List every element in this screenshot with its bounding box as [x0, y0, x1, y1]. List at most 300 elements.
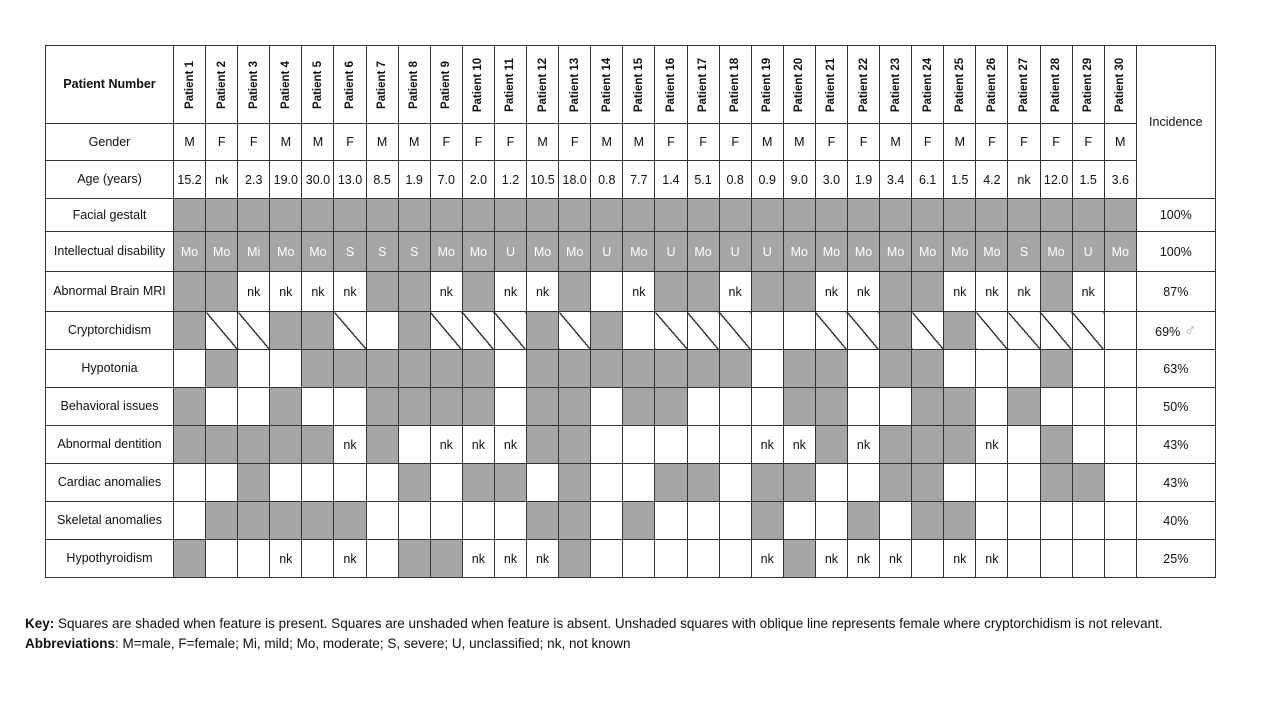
- age-cell: 15.2: [174, 161, 206, 199]
- feature-cell: [206, 272, 238, 312]
- feature-cell: [591, 272, 623, 312]
- feature-cell: [591, 388, 623, 426]
- feature-row: [46, 540, 1216, 578]
- feature-cell: [591, 502, 623, 540]
- patient-header-label: Patient 28: [1050, 57, 1063, 112]
- feature-cell: [206, 199, 238, 232]
- patient-header-label: Patient 12: [536, 57, 549, 112]
- patient-header-label: Patient 21: [825, 57, 838, 112]
- feature-cell: [1008, 426, 1040, 464]
- feature-cell: [783, 199, 815, 232]
- feature-cell: [559, 388, 591, 426]
- patient-header-cell: [559, 46, 591, 124]
- patient-header-label: Patient 2: [215, 60, 228, 109]
- feature-cell: [462, 199, 494, 232]
- gender-cell: F: [687, 124, 719, 161]
- feature-cell: [270, 464, 302, 502]
- feature-cell: [398, 464, 430, 502]
- feature-cell: [976, 350, 1008, 388]
- feature-cell: [527, 199, 559, 232]
- feature-cell: [206, 502, 238, 540]
- feature-cell: [1008, 388, 1040, 426]
- age-cell: 1.5: [1072, 161, 1104, 199]
- feature-label: Abnormal Brain MRI: [46, 272, 174, 312]
- gender-cell: F: [462, 124, 494, 161]
- feature-cell: [912, 388, 944, 426]
- gender-cell: M: [591, 124, 623, 161]
- patient-header-cell: [1008, 46, 1040, 124]
- feature-cell: [912, 272, 944, 312]
- feature-cell: [366, 426, 398, 464]
- feature-cell: [366, 199, 398, 232]
- feature-cell: nk: [847, 426, 879, 464]
- feature-cell: [719, 350, 751, 388]
- feature-cell: Mo: [527, 232, 559, 272]
- feature-cell: [398, 426, 430, 464]
- feature-cell: [815, 350, 847, 388]
- gender-cell: M: [751, 124, 783, 161]
- feature-cell: [623, 350, 655, 388]
- feature-cell: [366, 502, 398, 540]
- feature-cell: [462, 272, 494, 312]
- incidence-value: 25%: [1163, 551, 1189, 566]
- feature-cell: [687, 350, 719, 388]
- feature-cell: [206, 426, 238, 464]
- feature-cell: [174, 426, 206, 464]
- feature-cell: [912, 502, 944, 540]
- feature-cell: nk: [944, 540, 976, 578]
- feature-cell: [1104, 272, 1136, 312]
- feature-cell: [238, 388, 270, 426]
- age-cell: 1.5: [944, 161, 976, 199]
- age-cell: 6.1: [912, 161, 944, 199]
- gender-cell: M: [880, 124, 912, 161]
- feature-cell: U: [751, 232, 783, 272]
- feature-cell: nk: [527, 540, 559, 578]
- age-cell: 2.3: [238, 161, 270, 199]
- feature-cell: [238, 540, 270, 578]
- key-note: [25, 614, 1163, 634]
- feature-cell: [783, 350, 815, 388]
- gender-cell: F: [1040, 124, 1072, 161]
- feature-cell: [687, 464, 719, 502]
- patient-header-cell: [944, 46, 976, 124]
- feature-cell: [1040, 388, 1072, 426]
- feature-cell: [591, 199, 623, 232]
- patient-header-label: Patient 24: [921, 57, 934, 112]
- feature-cell: nk: [783, 426, 815, 464]
- feature-cell: [719, 426, 751, 464]
- feature-cell: S: [1008, 232, 1040, 272]
- feature-cell: Mo: [430, 232, 462, 272]
- feature-cell: Mo: [815, 232, 847, 272]
- patient-header-cell: [815, 46, 847, 124]
- feature-cell: nk: [430, 426, 462, 464]
- gender-cell: M: [1104, 124, 1136, 161]
- feature-cell: Mo: [270, 232, 302, 272]
- patient-header-label: Patient 30: [1114, 57, 1127, 112]
- feature-cell: nk: [334, 272, 366, 312]
- male-symbol-icon: ♂: [1183, 320, 1197, 340]
- feature-cell: [815, 388, 847, 426]
- feature-cell: [174, 272, 206, 312]
- feature-cell: [1008, 540, 1040, 578]
- feature-cell: nk: [623, 272, 655, 312]
- feature-label: Hypotonia: [46, 350, 174, 388]
- feature-cell: [302, 388, 334, 426]
- feature-cell: [527, 464, 559, 502]
- incidence-cell: [1136, 426, 1215, 464]
- feature-cell: Mo: [1104, 232, 1136, 272]
- patient-header-cell: [976, 46, 1008, 124]
- feature-cell: [655, 199, 687, 232]
- age-cell: 1.4: [655, 161, 687, 199]
- feature-cell: [366, 272, 398, 312]
- feature-cell: [976, 502, 1008, 540]
- patient-header-cell: [591, 46, 623, 124]
- feature-cell: [912, 426, 944, 464]
- patient-header-cell: [494, 46, 526, 124]
- feature-cell: [912, 540, 944, 578]
- feature-cell: Mo: [1040, 232, 1072, 272]
- not-applicable-cell: [559, 312, 591, 350]
- feature-cell: [494, 464, 526, 502]
- patient-header-cell: [398, 46, 430, 124]
- age-cell: nk: [1008, 161, 1040, 199]
- feature-cell: [687, 272, 719, 312]
- not-applicable-cell: [655, 312, 687, 350]
- feature-cell: [206, 388, 238, 426]
- feature-cell: [1040, 540, 1072, 578]
- feature-cell: nk: [976, 540, 1008, 578]
- feature-cell: [238, 350, 270, 388]
- feature-cell: [847, 464, 879, 502]
- feature-cell: [687, 426, 719, 464]
- gender-cell: F: [1072, 124, 1104, 161]
- feature-cell: [1072, 464, 1104, 502]
- feature-cell: [687, 199, 719, 232]
- feature-cell: [719, 199, 751, 232]
- feature-row: [46, 350, 1216, 388]
- feature-cell: [1104, 312, 1136, 350]
- incidence-cell: [1136, 388, 1215, 426]
- feature-cell: [623, 312, 655, 350]
- feature-cell: [1008, 502, 1040, 540]
- incidence-cell: [1136, 540, 1215, 578]
- feature-cell: [655, 350, 687, 388]
- feature-cell: [238, 426, 270, 464]
- abbreviations-note: [25, 634, 1163, 654]
- gender-cell: F: [976, 124, 1008, 161]
- gender-row: [46, 124, 1216, 161]
- feature-cell: Mo: [912, 232, 944, 272]
- feature-cell: Mo: [783, 232, 815, 272]
- feature-cell: nk: [462, 426, 494, 464]
- age-cell: 7.7: [623, 161, 655, 199]
- gender-cell: F: [238, 124, 270, 161]
- feature-cell: [1040, 502, 1072, 540]
- feature-cell: nk: [430, 272, 462, 312]
- feature-cell: nk: [944, 272, 976, 312]
- patient-header-cell: [751, 46, 783, 124]
- feature-cell: [591, 540, 623, 578]
- feature-cell: U: [494, 232, 526, 272]
- feature-cell: [366, 350, 398, 388]
- feature-cell: [430, 199, 462, 232]
- feature-cell: [270, 502, 302, 540]
- feature-cell: [430, 464, 462, 502]
- feature-cell: [334, 350, 366, 388]
- feature-cell: nk: [334, 426, 366, 464]
- age-cell: 0.8: [719, 161, 751, 199]
- feature-cell: [398, 272, 430, 312]
- feature-cell: [751, 312, 783, 350]
- patient-header-cell: [783, 46, 815, 124]
- row-label: Gender: [46, 124, 174, 161]
- patient-header-cell: [847, 46, 879, 124]
- feature-cell: nk: [494, 272, 526, 312]
- feature-cell: [687, 502, 719, 540]
- patient-header-label: Patient 17: [697, 57, 710, 112]
- feature-cell: [270, 199, 302, 232]
- feature-cell: [1072, 540, 1104, 578]
- patient-header-label: Patient 6: [344, 60, 357, 109]
- feature-cell: [430, 388, 462, 426]
- gender-cell: F: [847, 124, 879, 161]
- patient-header-cell: [719, 46, 751, 124]
- feature-cell: [462, 350, 494, 388]
- feature-cell: [751, 388, 783, 426]
- feature-cell: nk: [880, 540, 912, 578]
- patient-header-label: Patient 20: [793, 57, 806, 112]
- feature-row: [46, 388, 1216, 426]
- feature-cell: [944, 388, 976, 426]
- feature-cell: [1104, 540, 1136, 578]
- feature-cell: [174, 350, 206, 388]
- feature-cell: [591, 350, 623, 388]
- feature-cell: [527, 388, 559, 426]
- feature-cell: [655, 388, 687, 426]
- feature-cell: [751, 199, 783, 232]
- feature-cell: nk: [847, 272, 879, 312]
- patient-header-cell: [1104, 46, 1136, 124]
- age-cell: 4.2: [976, 161, 1008, 199]
- feature-label: Cardiac anomalies: [46, 464, 174, 502]
- feature-cell: [270, 312, 302, 350]
- key-text: Squares are shaded when feature is present. Squares are unshaded when feature is absent. Unshaded squares with oblique line represents female where cryptorchidism is not relevant.: [54, 616, 1163, 631]
- feature-cell: [655, 272, 687, 312]
- feature-cell: [1072, 350, 1104, 388]
- feature-cell: [687, 388, 719, 426]
- feature-cell: [847, 502, 879, 540]
- not-applicable-cell: [847, 312, 879, 350]
- feature-cell: [270, 388, 302, 426]
- feature-cell: Mo: [880, 232, 912, 272]
- feature-cell: [174, 464, 206, 502]
- feature-cell: [302, 540, 334, 578]
- patient-header-label: Patient 14: [600, 57, 613, 112]
- gender-cell: M: [398, 124, 430, 161]
- feature-cell: [815, 199, 847, 232]
- feature-cell: [944, 350, 976, 388]
- feature-label: Intellectual disability: [46, 232, 174, 272]
- feature-cell: [270, 426, 302, 464]
- age-cell: 0.9: [751, 161, 783, 199]
- feature-cell: [270, 350, 302, 388]
- not-applicable-cell: [206, 312, 238, 350]
- feature-cell: nk: [334, 540, 366, 578]
- feature-row: [46, 272, 1216, 312]
- feature-cell: [302, 312, 334, 350]
- feature-row: [46, 464, 1216, 502]
- feature-cell: [559, 272, 591, 312]
- feature-cell: nk: [976, 426, 1008, 464]
- feature-cell: [559, 199, 591, 232]
- feature-cell: Mo: [302, 232, 334, 272]
- feature-cell: [494, 388, 526, 426]
- incidence-cell: [1136, 350, 1215, 388]
- patient-header-label: Patient 8: [408, 60, 421, 109]
- incidence-value: 43%: [1163, 437, 1189, 452]
- gender-cell: F: [430, 124, 462, 161]
- feature-cell: U: [655, 232, 687, 272]
- feature-cell: [751, 272, 783, 312]
- feature-cell: S: [398, 232, 430, 272]
- not-applicable-cell: [687, 312, 719, 350]
- patient-header-label: Patient 29: [1082, 57, 1095, 112]
- feature-cell: [398, 540, 430, 578]
- feature-cell: [847, 388, 879, 426]
- patient-header-cell: [623, 46, 655, 124]
- feature-cell: [623, 388, 655, 426]
- feature-row: [46, 232, 1216, 272]
- feature-row: [46, 502, 1216, 540]
- feature-cell: [1104, 199, 1136, 232]
- patient-header-cell: [1072, 46, 1104, 124]
- feature-cell: [655, 464, 687, 502]
- feature-cell: [430, 502, 462, 540]
- feature-cell: [238, 199, 270, 232]
- feature-cell: [559, 464, 591, 502]
- abbreviations-label: Abbreviations: [25, 636, 116, 651]
- feature-cell: [655, 502, 687, 540]
- feature-cell: [847, 350, 879, 388]
- gender-cell: M: [944, 124, 976, 161]
- gender-cell: F: [815, 124, 847, 161]
- patient-header-label: Patient 25: [953, 57, 966, 112]
- feature-cell: [751, 502, 783, 540]
- feature-cell: [655, 540, 687, 578]
- incidence-value: 69%: [1155, 324, 1181, 339]
- feature-cell: [1040, 464, 1072, 502]
- incidence-cell: [1136, 312, 1215, 350]
- key-label: Key:: [25, 616, 55, 631]
- feature-cell: nk: [719, 272, 751, 312]
- patient-header-label: Patient 11: [504, 57, 517, 112]
- feature-cell: [366, 312, 398, 350]
- feature-cell: [719, 388, 751, 426]
- feature-cell: [398, 350, 430, 388]
- feature-cell: [1008, 464, 1040, 502]
- gender-cell: F: [206, 124, 238, 161]
- feature-cell: [815, 502, 847, 540]
- feature-cell: [815, 426, 847, 464]
- feature-cell: [751, 464, 783, 502]
- feature-cell: [238, 464, 270, 502]
- feature-label: Behavioral issues: [46, 388, 174, 426]
- feature-cell: [976, 464, 1008, 502]
- feature-cell: U: [1072, 232, 1104, 272]
- feature-cell: [1072, 426, 1104, 464]
- feature-cell: [847, 199, 879, 232]
- incidence-value: 100%: [1159, 208, 1192, 222]
- feature-cell: [398, 199, 430, 232]
- incidence-value: 40%: [1163, 513, 1189, 528]
- feature-cell: nk: [815, 540, 847, 578]
- feature-cell: U: [591, 232, 623, 272]
- feature-label: Cryptorchidism: [46, 312, 174, 350]
- table-body: [46, 46, 1216, 578]
- feature-cell: Mo: [623, 232, 655, 272]
- feature-cell: [559, 350, 591, 388]
- feature-row: [46, 426, 1216, 464]
- feature-cell: [462, 388, 494, 426]
- incidence-value: 50%: [1163, 399, 1189, 414]
- age-cell: 1.9: [847, 161, 879, 199]
- feature-cell: nk: [1008, 272, 1040, 312]
- patient-header-cell: [334, 46, 366, 124]
- feature-cell: [1040, 199, 1072, 232]
- feature-row: [46, 312, 1216, 350]
- feature-cell: [1072, 502, 1104, 540]
- patient-header-cell: [912, 46, 944, 124]
- feature-cell: [944, 199, 976, 232]
- feature-cell: nk: [462, 540, 494, 578]
- incidence-header: Incidence: [1136, 46, 1215, 199]
- feature-cell: [783, 464, 815, 502]
- feature-cell: [527, 350, 559, 388]
- age-cell: 19.0: [270, 161, 302, 199]
- feature-cell: [1104, 502, 1136, 540]
- feature-cell: [559, 540, 591, 578]
- incidence-cell: [1136, 464, 1215, 502]
- feature-cell: nk: [270, 540, 302, 578]
- patient-header-label: Patient 1: [183, 60, 196, 109]
- age-cell: 0.8: [591, 161, 623, 199]
- patient-header-label: Patient 3: [247, 60, 260, 109]
- gender-cell: M: [527, 124, 559, 161]
- patient-header-label: Patient 18: [729, 57, 742, 112]
- feature-row: [46, 199, 1216, 232]
- gender-cell: M: [302, 124, 334, 161]
- feature-cell: [719, 502, 751, 540]
- age-cell: 9.0: [783, 161, 815, 199]
- feature-cell: [944, 312, 976, 350]
- incidence-cell: [1136, 502, 1215, 540]
- feature-cell: [1040, 350, 1072, 388]
- feature-label: Abnormal dentition: [46, 426, 174, 464]
- feature-label: Skeletal anomalies: [46, 502, 174, 540]
- feature-cell: [1072, 199, 1104, 232]
- patient-header-label: Patient 15: [632, 57, 645, 112]
- feature-cell: [783, 272, 815, 312]
- gender-cell: F: [334, 124, 366, 161]
- age-cell: 3.0: [815, 161, 847, 199]
- feature-cell: [783, 540, 815, 578]
- feature-cell: [430, 540, 462, 578]
- gender-cell: F: [719, 124, 751, 161]
- not-applicable-cell: [912, 312, 944, 350]
